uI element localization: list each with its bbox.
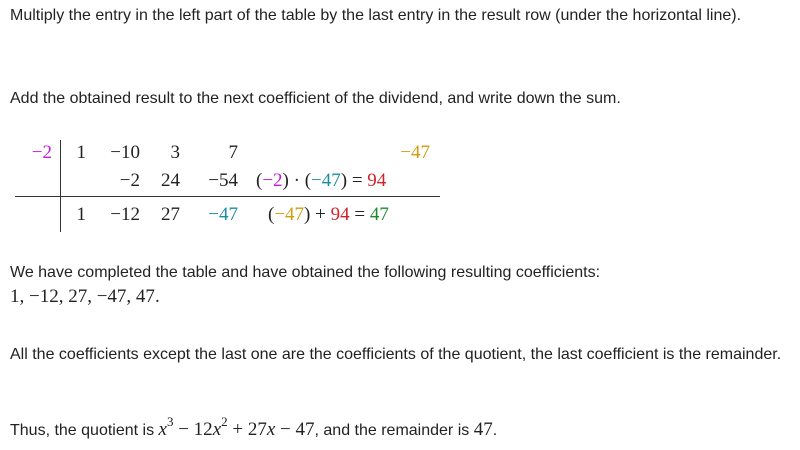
dividend-coeff: −10 <box>110 142 140 163</box>
dividend-coeff: 7 <box>228 142 238 163</box>
table-horizontal-line <box>15 196 440 197</box>
resulting-coefficients: 1, −12, 27, −47, 47. <box>10 286 160 307</box>
result-coeff: 1 <box>76 204 86 225</box>
step1-text: Multiply the entry in the left part of the table by the last entry in the result row (under the horizontal line). <box>10 7 742 24</box>
remainder-value: 47 <box>473 419 493 440</box>
result-coeff: −12 <box>110 204 140 225</box>
sum-expression: (−47) + 94 = 47 <box>268 204 389 225</box>
dividend-coeff: 3 <box>170 142 180 163</box>
dividend-coeff: 1 <box>76 142 86 163</box>
table-vertical-line <box>60 140 61 232</box>
conclusion-text: Thus, the quotient is $x^3 - 12x^2 + 27x - 47$, and the remainder is 47. <box>10 414 498 440</box>
product-expression: (−2) · (−47) = 94 <box>256 170 387 191</box>
divisor-cell: −2 <box>31 142 52 163</box>
product-cell: 24 <box>161 170 180 191</box>
result-coeff: 27 <box>161 204 180 225</box>
completed-text: We have completed the table and have obtained the following resulting coefficients: <box>10 264 601 281</box>
product-cell: −2 <box>119 170 140 191</box>
explanation-text: All the coefficients except the last one are the coefficients of the quotient, the last coefficient is the remainder. <box>10 346 782 363</box>
result-coeff: −47 <box>208 204 238 225</box>
product-cell: −54 <box>208 170 238 191</box>
highlight-value: −47 <box>400 142 430 163</box>
synthetic-division-table <box>10 134 450 234</box>
step2-text: Add the obtained result to the next coefficient of the dividend, and write down the sum. <box>10 90 621 107</box>
